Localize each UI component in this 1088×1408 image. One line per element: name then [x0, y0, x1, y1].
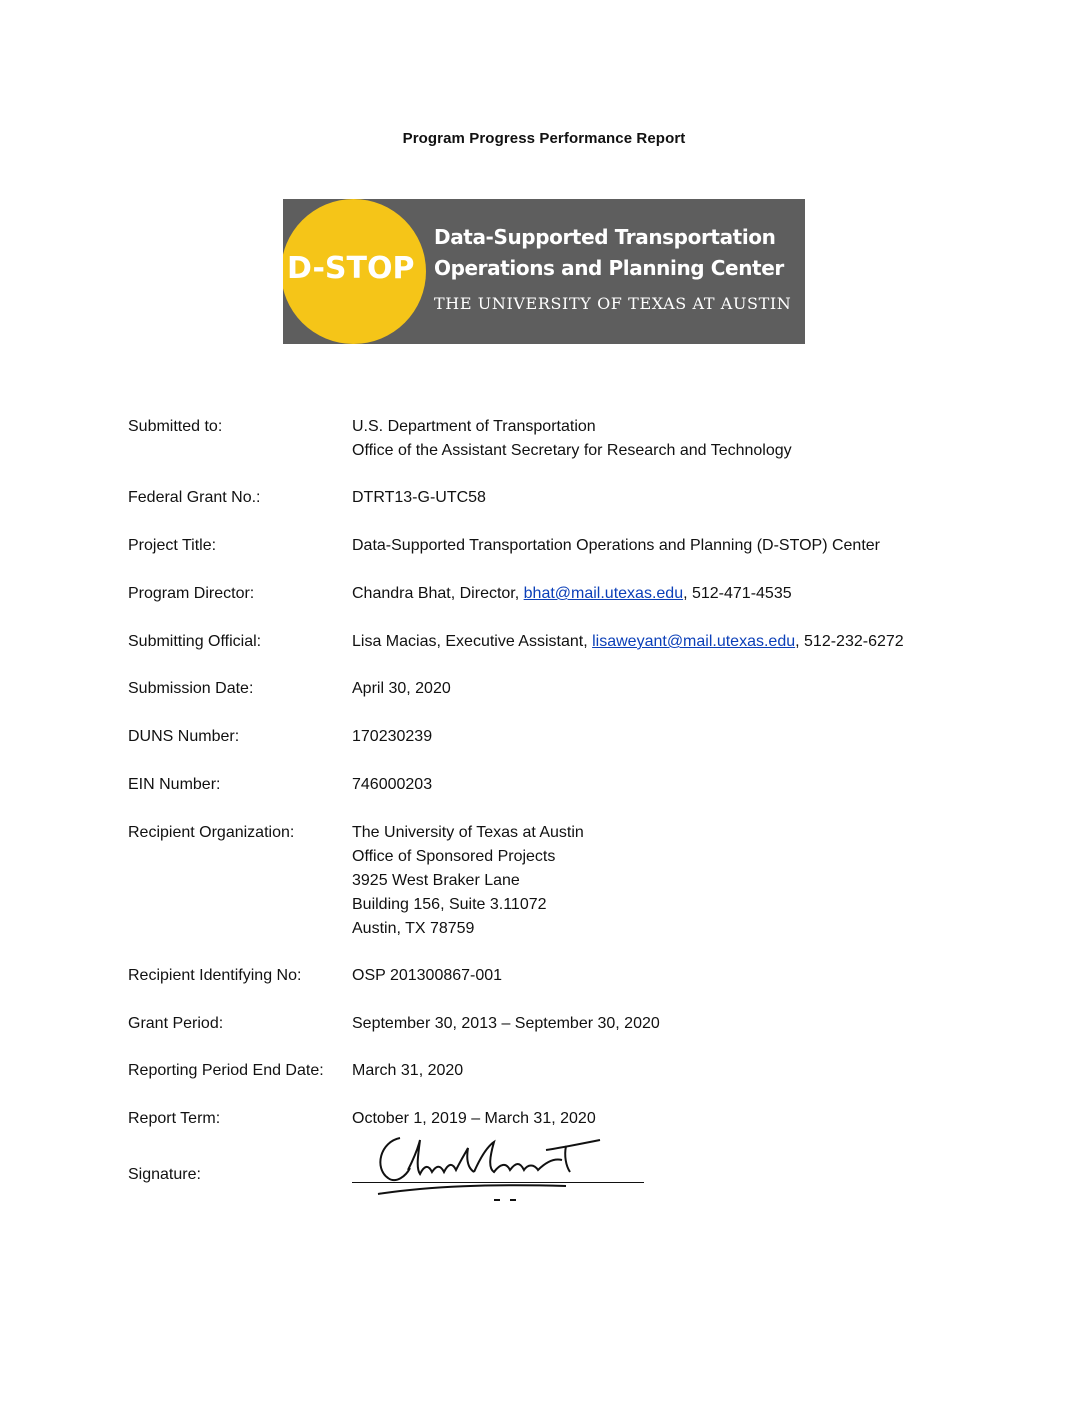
- logo-university: THE UNIVERSITY OF TEXAS AT AUSTIN: [434, 294, 792, 313]
- field-label: Reporting Period End Date:: [128, 1062, 324, 1079]
- handwritten-signature: [370, 1128, 610, 1208]
- field-label: DUNS Number:: [128, 728, 240, 745]
- logo-acronym: D-STOP: [287, 251, 415, 286]
- field-label: Recipient Identifying No:: [128, 967, 302, 984]
- field-label: Federal Grant No.:: [128, 489, 261, 506]
- director-phone: , 512-471-4535: [683, 585, 792, 602]
- field-value: OSP 201300867-001: [352, 967, 503, 984]
- value-line: The University of Texas at Austin: [352, 824, 584, 841]
- field-label: Submission Date:: [128, 680, 254, 697]
- value-line: Office of Sponsored Projects: [352, 848, 556, 865]
- signature-line: [352, 1182, 644, 1183]
- field-value: [352, 415, 792, 463]
- document-title: Program Progress Performance Report: [402, 130, 686, 147]
- value-line: U.S. Department of Transportation: [352, 418, 596, 435]
- official-email-link[interactable]: lisaweyant@mail.utexas.edu: [592, 633, 796, 650]
- field-label: Submitted to:: [128, 418, 223, 435]
- field-value: [352, 630, 904, 654]
- field-label: Recipient Organization:: [128, 824, 295, 841]
- field-label: EIN Number:: [128, 776, 221, 793]
- field-value: September 30, 2013 – September 30, 2020: [352, 1015, 660, 1032]
- value-line: 3925 West Braker Lane: [352, 872, 520, 889]
- director-name: Chandra Bhat, Director,: [352, 585, 524, 602]
- field-value: [352, 582, 792, 606]
- field-value: Data-Supported Transportation Operations and Planning (D-STOP) Center: [352, 537, 880, 554]
- field-label: Report Term:: [128, 1110, 221, 1127]
- value-line: Austin, TX 78759: [352, 920, 475, 937]
- field-value: 746000203: [352, 776, 433, 793]
- field-label: Project Title:: [128, 537, 217, 554]
- field-value: March 31, 2020: [352, 1062, 464, 1079]
- field-label: Grant Period:: [128, 1015, 224, 1032]
- official-name: Lisa Macias, Executive Assistant,: [352, 633, 593, 650]
- field-value: October 1, 2019 – March 31, 2020: [352, 1110, 596, 1127]
- value-line: Building 156, Suite 3.11072: [352, 896, 547, 913]
- official-phone: , 512-232-6272: [795, 633, 904, 650]
- logo-title-line-2: Operations and Planning Center: [434, 256, 784, 280]
- value-line: Office of the Assistant Secretary for Research and Technology: [352, 442, 792, 459]
- field-label: Signature:: [128, 1166, 201, 1183]
- director-email-link[interactable]: bhat@mail.utexas.edu: [523, 585, 684, 602]
- field-value: DTRT13-G-UTC58: [352, 489, 486, 506]
- field-value: [352, 821, 584, 941]
- field-label: Submitting Official:: [128, 633, 262, 650]
- field-label: Program Director:: [128, 585, 255, 602]
- logo-title-line-1: Data-Supported Transportation: [434, 225, 776, 249]
- field-value: 170230239: [352, 728, 433, 745]
- field-value: April 30, 2020: [352, 680, 451, 697]
- dstop-logo: [283, 199, 805, 344]
